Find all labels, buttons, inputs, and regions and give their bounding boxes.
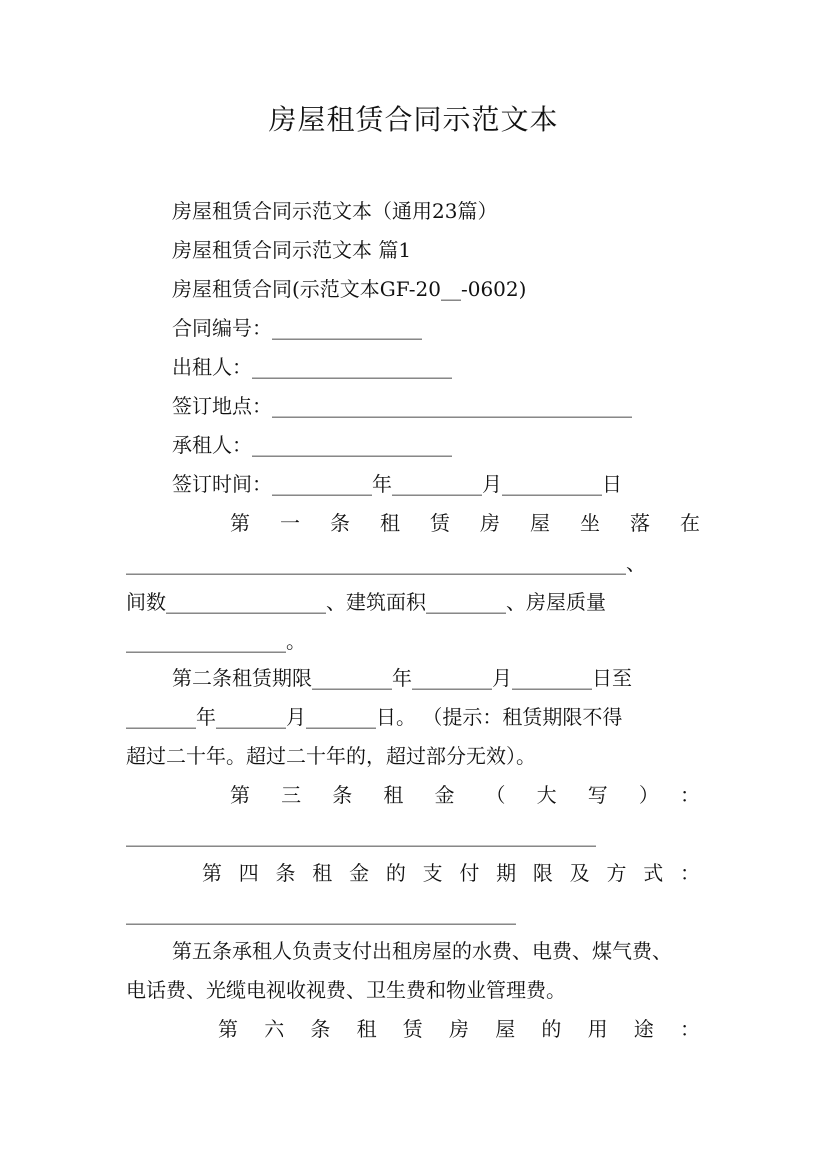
article-5-line-1: 第五条承租人负责支付出租房屋的水费、电费、煤气费、 <box>172 939 672 963</box>
lessor-field: 出租人：____________________ <box>172 355 452 379</box>
article-1-heading: 第一条租赁房屋坐落在 <box>230 511 700 535</box>
article-3-blank: _______________________________________________ <box>126 823 596 847</box>
article-5-line-2: 电话费、光缆电视收视费、卫生费和物业管理费。 <box>126 978 566 1002</box>
article-4-heading: 第四条租金的支付期限及方式： <box>202 861 700 885</box>
article-2-line-1: 第二条租赁期限________年________月________日至 <box>172 666 632 690</box>
signing-place-field: 签订地点：____________________________________ <box>172 394 632 418</box>
article-6-heading: 第六条租赁房屋的用途： <box>218 1017 700 1041</box>
article-2-line-3: 超过二十年。超过二十年的，超过部分无效）。 <box>126 744 536 768</box>
contract-number-field: 合同编号：_______________ <box>172 316 422 340</box>
article-3-heading: 第三条租金（大写）： <box>230 783 700 807</box>
section-heading: 房屋租赁合同示范文本 篇1 <box>172 238 412 262</box>
article-1-location-blank: __________________________________________________、 <box>126 551 646 575</box>
document-title: 房屋租赁合同示范文本 <box>268 103 559 136</box>
article-2-line-2: _______年_______月_______日。 （提示：租赁期限不得 <box>126 705 623 729</box>
article-4-blank: _______________________________________ <box>126 901 516 925</box>
subtitle-line: 房屋租赁合同示范文本（通用23篇） <box>172 199 498 223</box>
signing-date-field: 签订时间：__________年_________月__________日 <box>172 472 622 496</box>
article-1-quality-blank: ________________。 <box>126 629 306 653</box>
lessee-field: 承租人：____________________ <box>172 433 452 457</box>
article-1-details: 间数________________、建筑面积________、房屋质量 <box>126 590 606 614</box>
contract-name-line: 房屋租赁合同(示范文本GF-20__-0602) <box>172 277 527 301</box>
